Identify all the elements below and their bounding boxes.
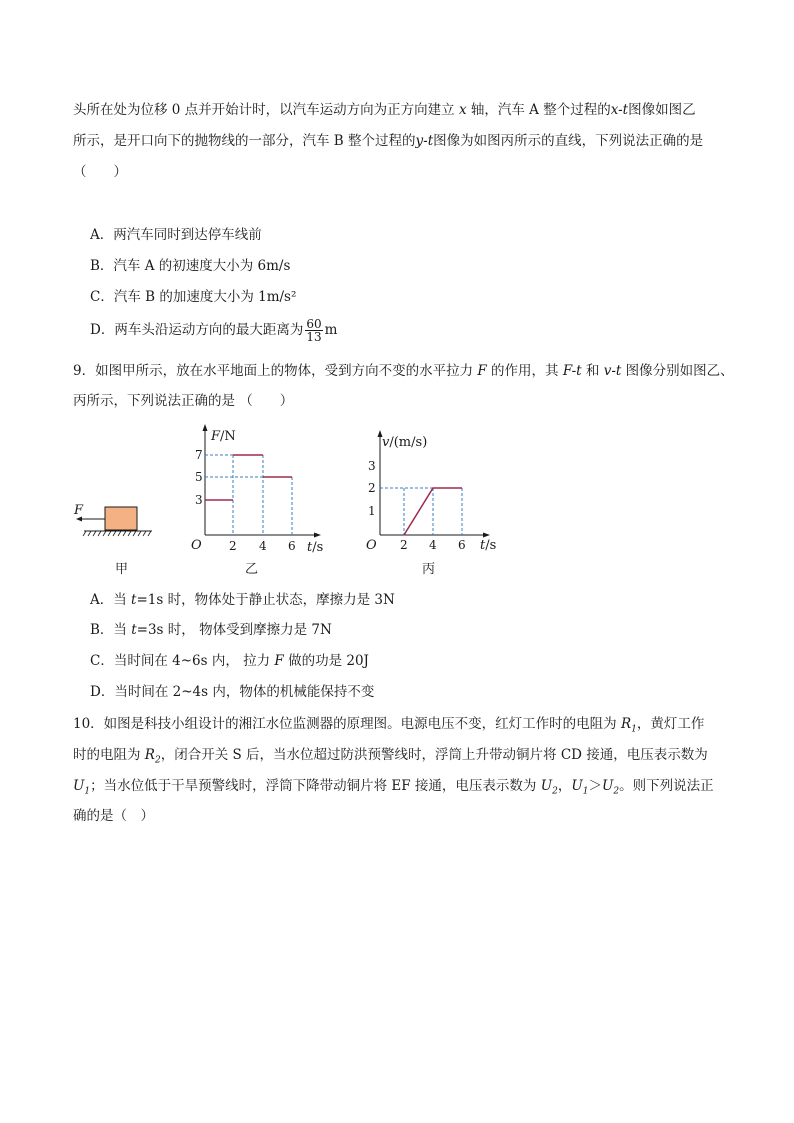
origin-label: O — [191, 538, 202, 553]
y-tick-1: 1 — [368, 504, 376, 518]
q9-option-c: C．当时间在 4~6s 内， 拉力 F 做的功是 20J — [90, 653, 369, 669]
y-tick-3: 3 — [368, 459, 376, 473]
q9-option-d: D．当时间在 2~4s 内，物体的机械能保持不变 — [90, 684, 375, 700]
y-tick-3: 3 — [195, 493, 203, 507]
x-tick-2: 2 — [229, 539, 237, 553]
q8-stem-line1: 头所在处为位移 0 点并开始计时，以汽车运动方向为正方向建立 x 轴，汽车 A 整个过程的x-t图像如图乙 — [73, 102, 696, 118]
q8-option-d: D．两车头沿运动方向的最大距离为 $\frac{60}{13}$ m — [90, 317, 338, 344]
x-axis-label: t/s — [480, 538, 497, 553]
q8-stem-line2: 所示，是开口向下的抛物线的一部分，汽车 B 整个过程的y-t图像为如图丙所示的直线，下列说法正确的是 — [73, 133, 704, 149]
figure-jia — [70, 500, 160, 542]
caption-yi: 乙 — [245, 562, 259, 577]
y-axis-label: F/N — [211, 429, 236, 444]
force-segments — [205, 455, 292, 500]
x-tick-6: 6 — [458, 538, 466, 552]
force-label: F — [74, 503, 84, 518]
y-axis-arrow — [203, 424, 208, 431]
x-tick-6: 6 — [288, 539, 296, 553]
q10-stem-line1: 10．如图是科技小组设计的湘江水位监测器的原理图。电源电压不变，红灯工作时的电阻为 $R_1$，黄灯工作 — [73, 716, 705, 735]
q10-stem-line3: $U_1$；当水位低于干旱预警线时，浮筒下降带动铜片将 EF 接通，电压表示数为 $U_2$，$U_1>U_2$。则下列说法正 — [73, 778, 714, 797]
x-tick-4: 4 — [429, 538, 437, 552]
guide-lines — [205, 455, 292, 535]
y-tick-7: 7 — [195, 448, 203, 462]
x-tick-2: 2 — [400, 538, 408, 552]
q8-option-c: C．汽车 B 的加速度大小为 1m/s² — [90, 289, 297, 305]
q10-stem-line4: 确的是（ ） — [73, 808, 154, 824]
q8-answer-paren: （ ） — [73, 164, 127, 180]
q9-stem-line1: 9．如图甲所示，放在水平地面上的物体，受到方向不变的水平拉力 F 的作用，其 F-t 和 v-t 图像分别如图乙、 — [73, 363, 734, 379]
y-axis-label: v/(m/s) — [382, 435, 428, 450]
x-axis-label: t/s — [307, 540, 324, 555]
q9-option-a: A．当 t=1s 时，物体处于静止状态，摩擦力是 3N — [90, 592, 395, 608]
chart-v-t — [360, 428, 510, 560]
chart-F-t — [185, 420, 335, 560]
q9-option-b: B．当 t=3s 时， 物体受到摩擦力是 7N — [90, 622, 332, 638]
x-axis-arrow — [314, 533, 321, 538]
guide-lines — [380, 488, 462, 535]
q8-option-b: B．汽车 A 的初速度大小为 6m/s — [90, 258, 291, 274]
x-axis-arrow — [483, 533, 490, 538]
y-tick-2: 2 — [368, 481, 376, 495]
q10-stem-line2: 时的电阻为 $R_2$，闭合开关 S 后，当水位超过防洪预警线时，浮筒上升带动铜片将 CD 接通，电压表示数为 — [73, 747, 708, 766]
block — [105, 507, 137, 530]
caption-bing: 丙 — [422, 562, 436, 577]
y-tick-5: 5 — [195, 470, 203, 484]
q9-stem-line2: 丙所示，下列说法正确的是 （ ） — [73, 393, 294, 409]
fraction-60-13: $\frac{60}{13}$ — [306, 317, 322, 344]
ground-hatch — [83, 531, 151, 536]
x-tick-4: 4 — [259, 539, 267, 553]
caption-jia: 甲 — [115, 562, 129, 577]
origin-label: O — [366, 538, 377, 553]
q8-option-a: A．两汽车同时到达停车线前 — [90, 227, 262, 243]
